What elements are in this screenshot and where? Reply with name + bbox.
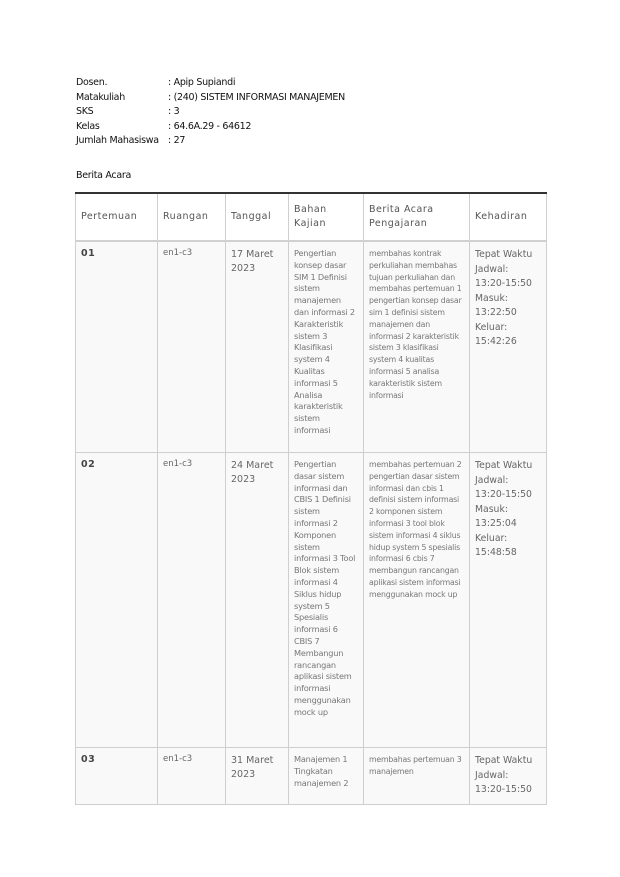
cell-tanggal: 24 Maret 2023 <box>226 453 289 748</box>
cell-kehadiran: Tepat Waktu Jadwal: 13:20-15:50 Masuk: 13:22:50 Keluar: 15:42:26 <box>470 241 547 453</box>
berita-acara-table <box>75 192 547 805</box>
info-value: : Apip Supiandi <box>168 77 236 88</box>
info-row-dosen <box>76 76 345 91</box>
header-tanggal: Tanggal <box>226 193 289 241</box>
info-label: SKS <box>76 106 94 117</box>
section-title: Berita Acara <box>76 170 131 181</box>
cell-bahan-kajian: Manajemen 1 Tingkatan manajemen 2 <box>289 748 364 805</box>
info-row-jumlah-mahasiswa <box>76 134 345 149</box>
cell-tanggal: 17 Maret 2023 <box>226 241 289 453</box>
cell-tanggal: 31 Maret 2023 <box>226 748 289 805</box>
info-label: Matakuliah <box>76 91 125 103</box>
info-value: : 3 <box>168 106 180 117</box>
cell-bahan-kajian: Pengertian dasar sistem informasi dan CBIS 1 Definisi sistem informasi 2 Komponen sistem informasi 3 Tool Blok sistem informasi 4 Siklus hidup system 5 Spesialis informasi 6 CBIS 7 Membangun rancangan aplikasi sistem informasi menggunakan mock up <box>289 453 364 748</box>
info-label: Dosen. <box>76 77 108 88</box>
info-row-sks <box>76 105 345 120</box>
header-pertemuan: Pertemuan <box>76 193 158 241</box>
cell-kehadiran: Tepat Waktu Jadwal: 13:20-15:50 <box>470 748 547 805</box>
table-row <box>76 241 547 453</box>
info-row-kelas <box>76 120 345 135</box>
info-label: Kelas <box>76 120 100 132</box>
info-value: : (240) SISTEM INFORMASI MANAJEMEN <box>168 91 345 103</box>
info-value: : 64.6A.29 - 64612 <box>168 120 252 132</box>
cell-ruangan: en1-c3 <box>158 748 226 805</box>
table-header-row <box>76 193 547 241</box>
header-ruangan: Ruangan <box>158 193 226 241</box>
cell-pertemuan: 02 <box>76 453 158 748</box>
header-kehadiran: Kehadiran <box>470 193 547 241</box>
cell-berita-acara: membahas kontrak perkuliahan membahas tujuan perkuliahan dan membahas pertemuan 1 pengertian konsep dasar sim 1 definisi sistem manajemen dan informasi 2 karakteristik sistem 3 klasifikasi system 4 kualitas informasi 5 analisa karakteristik sistem informasi <box>364 241 470 453</box>
header-bahan-kajian: Bahan Kajian <box>289 193 364 241</box>
table-row <box>76 748 547 805</box>
info-value: : 27 <box>168 135 186 146</box>
info-row-matakuliah <box>76 91 345 106</box>
header-berita-acara: Berita Acara Pengajaran <box>364 193 470 241</box>
cell-kehadiran: Tepat Waktu Jadwal: 13:20-15:50 Masuk: 13:25:04 Keluar: 15:48:58 <box>470 453 547 748</box>
course-info <box>76 76 345 149</box>
cell-bahan-kajian: Pengertian konsep dasar SIM 1 Definisi sistem manajemen dan informasi 2 Karakteristik sistem 3 Klasifikasi system 4 Kualitas informasi 5 Analisa karakteristik sistem informasi <box>289 241 364 453</box>
cell-pertemuan: 01 <box>76 241 158 453</box>
cell-berita-acara: membahas pertemuan 2 pengertian dasar sistem informasi dan cbis 1 definisi sistem informasi 2 komponen sistem informasi 3 tool blok sistem informasi 4 siklus hidup system 5 spesialis informasi 6 cbis 7 membangun rancangan aplikasi sistem informasi menggunakan mock up <box>364 453 470 748</box>
table-row <box>76 453 547 748</box>
info-label: Jumlah Mahasiswa <box>76 135 159 146</box>
cell-ruangan: en1-c3 <box>158 241 226 453</box>
cell-ruangan: en1-c3 <box>158 453 226 748</box>
cell-pertemuan: 03 <box>76 748 158 805</box>
cell-berita-acara: membahas pertemuan 3 manajemen <box>364 748 470 805</box>
